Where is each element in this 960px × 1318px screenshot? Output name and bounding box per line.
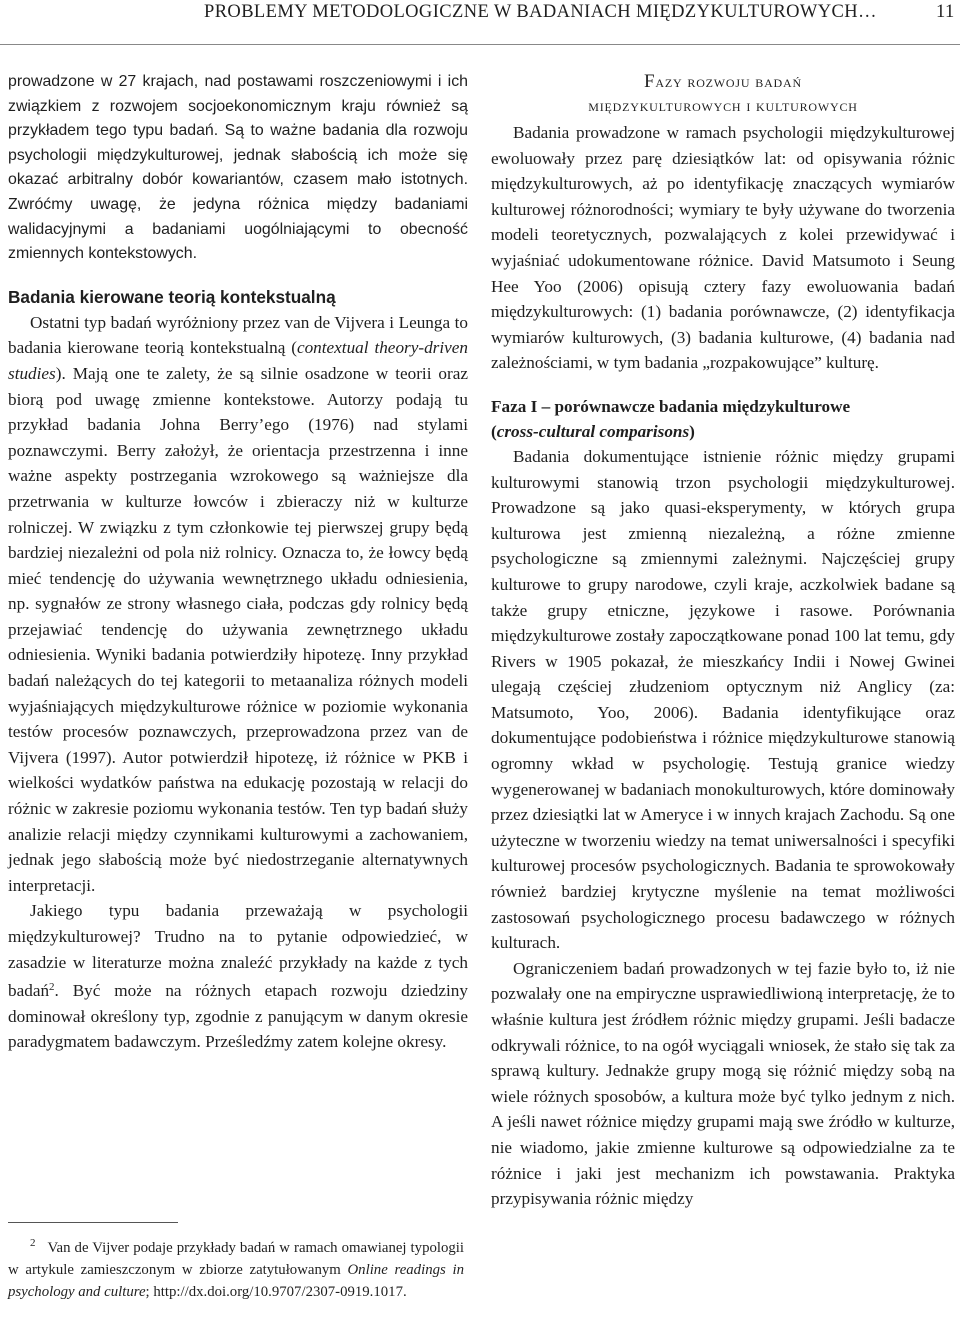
left-paragraph-3: [8, 898, 468, 1055]
left-paragraph-3-text-a: Jakiego typu badania przeważają w psychologii międzykulturowej? Trudno na to pytanie odpowiedzieć, w zasadzie w literaturze można znaleźć przykłady na każde z tych badań: [8, 901, 468, 1001]
left-paragraph-2: [8, 310, 468, 899]
subsection-heading-line-1: Faza I – porównawcze badania międzykulturowe: [491, 396, 851, 416]
right-paragraph-1: Badania prowadzone w ramach psychologii międzykulturowej ewoluowały przez parę dziesiątków lat: od opisywania różnic międzykulturowych, aż po identyfikację znaczących wymiarów kulturowej różnorodności; wymiary te były używane do tworzenia modeli teoretycznych, pozwalających z kolei przewidywać i wyjaśniać udokumentowane różnice. David Matsumoto i Seung Hee Yoo (2006) opisują cztery fazy ewoluowania badań międzykulturowych: (1) badania porównawcze, (2) identyfikacja wymiarów kulturowych, (3) badania kulturowe, (4) badania nad zależnościami, w tym badania „rozpakowujące” kulturę.: [491, 123, 955, 373]
section-heading-phases: [491, 70, 955, 118]
left-paragraph-1: prowadzone w 27 krajach, nad postawami roszczeniowymi i ich związkiem z rozwojem socjoekonomicznym kraju również są przykładem tego typu badań. Są to ważne badania dla rozwoju psychologii międzykulturowej, jednak słabością ich może się okazać arbitralny dobór kowariantów, czasem mało istotnych. Zwróćmy uwagę, że jedyna różnica między badaniami walidacyjnymi a badaniami uogólniającymi to obecność zmiennych kontekstowych.: [8, 73, 468, 263]
running-head-title: PROBLEMY METODOLOGICZNE W BADANIACH MIĘDZYKULTUROWYCH…: [204, 2, 877, 22]
left-paragraph-2-text-a: Ostatni typ badań wyróżniony przez van de Vijvera i Leunga to badania kierowane teorią kontekstualną (: [8, 312, 468, 358]
right-column: [491, 70, 955, 1212]
page-number: 11: [936, 2, 955, 22]
header-rule: [0, 44, 960, 45]
right-paragraph-2: Badania dokumentujące istnienie różnic między grupami kulturowymi stanowią trzon psychologii międzykulturowej. Prowadzone są jako quasi-eksperymenty, w których grupa kulturowa jest zmienną niezależną, a różne zmienne psychologiczne są zmiennymi zależnymi. Najczęściej grupy kulturowe to grupy narodowe, czyli kraje, aczkolwiek badane są także grupy etniczne, językowe i rasowe. Porównania międzykulturowe zostały zapoczątkowane ponad 100 lat temu, gdy Rivers w 1905 pokazał, że mieszkańcy Indii i Nowej Gwinei ulegają częściej złudzeniom optycznym niż Anglicy (za: Matsumoto, Yoo, 2006). Badania identyfikujące oraz dokumentujące podobieństwa i różnice międzykulturowe stanowią ogromny wkład w psychologię. Testują granice wiedzy wygenerowanej w badaniach monokulturowych, które dominowały przez dziesiątki lat w Ameryce i w innych krajach Zachodu. Są one użyteczne w tworzeniu wiedzy na temat uniwersalności i specyfiki kulturowej procesów psychologicznych. Badania te sprowokowały również bardziej krytyczne myślenie na temat możliwości zastosowań psychologicznego procesu badawczego w różnych kulturach.: [491, 446, 955, 953]
left-column: [8, 70, 468, 1055]
footnote: [8, 1232, 464, 1303]
footnote-text-b: ; http://dx.doi.org/10.9707/2307-0919.1017.: [145, 1284, 407, 1300]
left-paragraph-2-italic: contextual theory-driven studies: [8, 338, 468, 383]
left-paragraph-3-text-b: . Być może na różnych etapach rozwoju dziedziny dominował określony typ, zgodnie z panującym w danym okresie paradygmatem badawczym. Prześledźmy zatem kolejne okresy.: [8, 981, 468, 1052]
subsection-heading-line-2: (cross-cultural comparisons): [491, 421, 695, 441]
footnote-number: 2: [30, 1237, 36, 1249]
footnote-reference[interactable]: 2: [49, 981, 55, 994]
section-heading-phases-line-2: międzykulturowych i kulturowych: [588, 96, 858, 115]
subsection-heading-phase-1: [491, 394, 955, 444]
footnote-rule: [8, 1222, 178, 1223]
section-heading-phases-line-1: Fazy rozwoju badań: [644, 71, 802, 92]
left-paragraph-2-text-b: ). Mają one te zalety, że są silnie osadzone w teorii oraz biorą pod uwagę zmienne kontekstowe. Autorzy podają tu przykład badania Johna Berry’ego (1976) nad stylami poznawczymi. Berry założył, że orientacja przestrzenna i inne ważne aspekty postrzegania wzrokowego są ważniejsze dla przetrwania w kulturze łowców i zbieraczy niż w kulturze rolniczej. W związku z tym członkowie tej pierwszej grupy będą bardziej niezależni od pola niż rolnicy. Oznacza to, że łowcy będą mieć tendencję do używania wewnętrznego układu odniesienia, np. sygnałów ze strony własnego ciała, podczas gdy rolnicy będą przejawiać tendencję do używania zewnętrznego układu odniesienia. Wyniki badania potwierdziły hipotezę. Inny przykład badań należących do tej kategorii to metaanaliza różnych modeli wyjaśniających międzykulturowe różnice w poziomie wykonania testów procesów poznawczych, przeprowadzona przez van de Vijvera (1997). Autor potwierdził hipotezę, iż różnice w PKB i wielkości wydatków państwa na edukację pozostają w relacji do różnic w zakresie poziomu wykonania testów. Ten typ badań służy analizie relacji między czynnikami kulturowymi a zachowaniem, jednak jego słabością może być niedostrzeganie alternatywnych interpretacji.: [8, 363, 468, 895]
footnote-text-a: Van de Vijver podaje przykłady badań w ramach omawianej typologii w artykule zamieszczonym w zbiorze zatytułowanym: [8, 1240, 464, 1278]
running-head: [200, 0, 960, 24]
section-heading-contextual: Badania kierowane teorią kontekstualną: [8, 286, 336, 307]
right-paragraph-3: Ograniczeniem badań prowadzonych w tej fazie było to, iż nie pozwalały one na empiryczne usprawiedliwioną interpretację, że to właśnie kultura jest źródłem różnic między grupami. Jeśli badacze odkrywali różnice, to na ogół wyciągali wniosek, że stało się tak za sprawą kultury. Jednakże grupy mogą się różnić między sobą na wiele różnych sposobów, a kultura może być tylko jednym z nich. A jeśli nawet różnice między grupami mają swe źródło w kulturze, nie wiadomo, jakie zmienne kulturowe są odpowiedzialne za te różnice i jaki jest mechanizm ich powstawania. Praktyka przypisywania różnic między: [491, 958, 955, 1209]
footnote-italic: Online readings in psychology and culture: [8, 1262, 464, 1300]
